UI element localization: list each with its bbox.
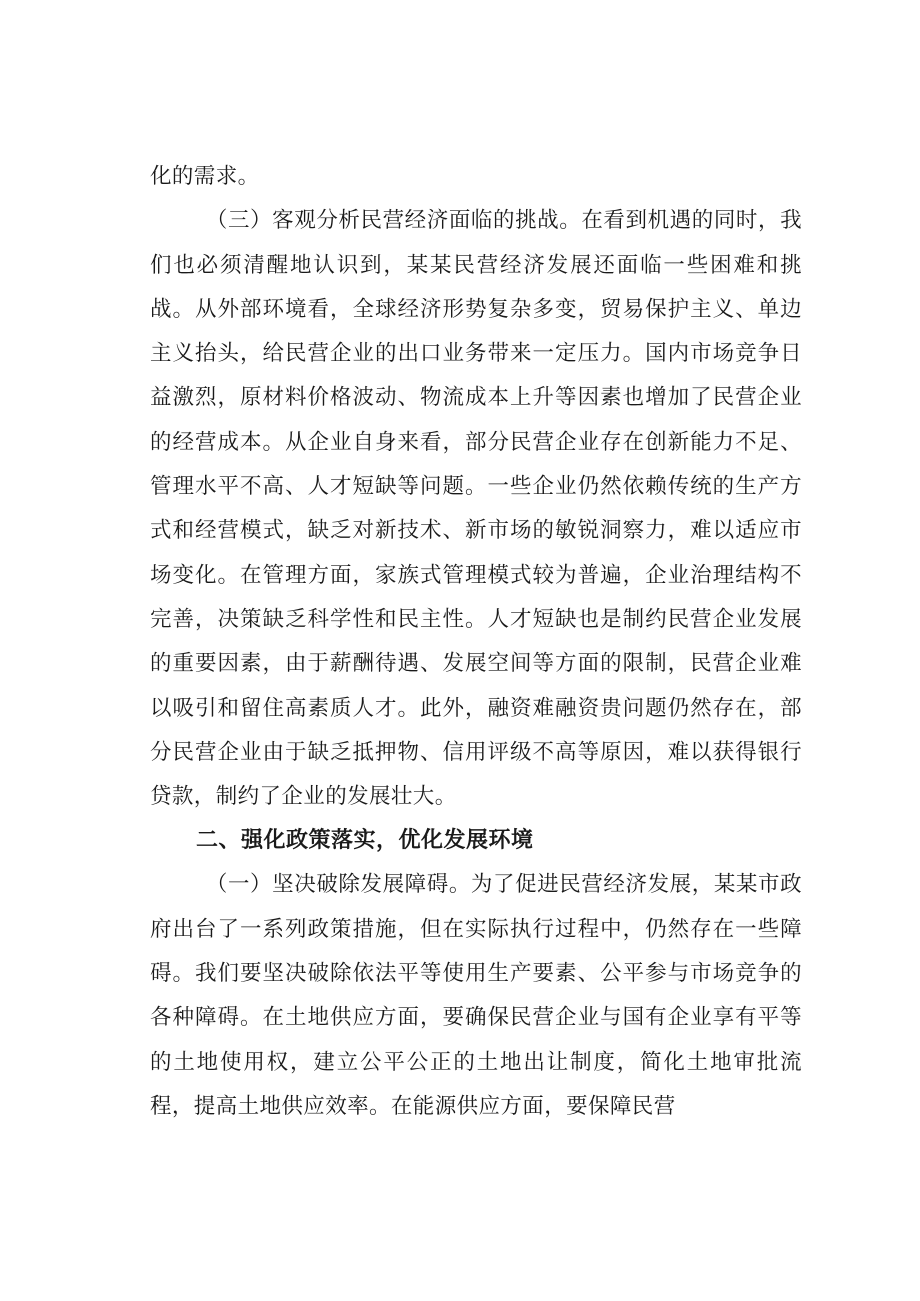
section-heading-2: 二、强化政策落实，优化发展环境 <box>196 828 534 854</box>
paragraph-continuation: 化的需求。 <box>150 164 260 189</box>
document-page <box>150 155 802 1129</box>
paragraph-section-2-1: （一）坚决破除发展障碍。为了促进民营经济发展，某某市政府出台了一系列政策措施，但在实际执行过程中，仍然存在一些障碍。我们要坚决破除依法平等使用生产要素、公平参与市场竞争的各种障碍。在土地供应方面，要确保民营企业与国有企业享有平等的土地使用权，建立公平公正的土地出让制度，简化土地审批流程，提高土地供应效率。在能源供应方面，要保障民营 <box>150 872 802 1119</box>
paragraph-section-3: （三）客观分析民营经济面临的挑战。在看到机遇的同时，我们也必须清醒地认识到，某某民营经济发展还面临一些困难和挑战。从外部环境看，全球经济形势复杂多变，贸易保护主义、单边主义抬头，给民营企业的出口业务带来一定压力。国内市场竞争日益激烈，原材料价格波动、物流成本上升等因素也增加了民营企业的经营成本。从企业自身来看，部分民营企业存在创新能力不足、管理水平不高、人才短缺等问题。一些企业仍然依赖传统的生产方式和经营模式，缺乏对新技术、新市场的敏锐洞察力，难以适应市场变化。在管理方面，家族式管理模式较为普遍，企业治理结构不完善，决策缺乏科学性和民主性。人才短缺也是制约民营企业发展的重要因素，由于薪酬待遇、发展空间等方面的限制，民营企业难以吸引和留住高素质人才。此外，融资难融资贵问题仍然存在，部分民营企业由于缺乏抵押物、信用评级不高等原因，难以获得银行贷款，制约了企业的发展壮大。 <box>150 208 802 810</box>
